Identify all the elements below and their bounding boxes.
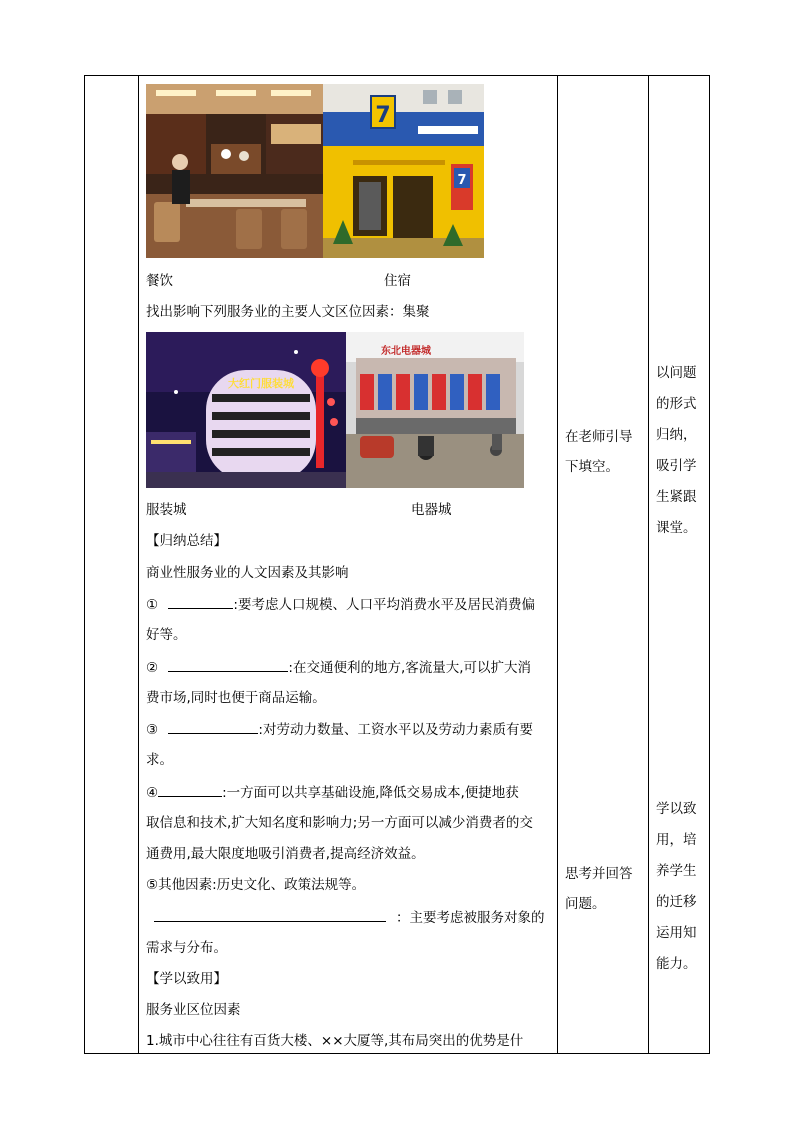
- activity-line: 在老师引导: [565, 429, 633, 445]
- student-activity-1: [565, 422, 649, 482]
- hotel-photo: [323, 84, 484, 258]
- activity-line: 问题。: [565, 896, 606, 912]
- item-number: ②: [146, 660, 159, 676]
- item-number: ③: [146, 722, 159, 738]
- intent-line: 吸引学: [656, 458, 697, 474]
- activity-line: 思考并回答: [565, 866, 633, 882]
- summary-item-2-cont: 费市场,同时也便于商品运输。: [146, 690, 326, 706]
- caption-catering: 餐饮: [146, 273, 173, 289]
- column-divider: [557, 76, 558, 1053]
- apply-title: 服务业区位因素: [146, 1002, 241, 1018]
- intent-line: 养学生: [656, 863, 697, 879]
- item-text: :在交通便利的地方,客流量大,可以扩大消: [288, 660, 532, 676]
- summary-item-4-line3: 通费用,最大限度地吸引消费者,提高经济效益。: [146, 846, 425, 862]
- svg-text:7: 7: [457, 173, 467, 188]
- lesson-table: [84, 75, 710, 1054]
- fill-blank[interactable]: [168, 721, 258, 734]
- fill-blank[interactable]: [168, 596, 233, 609]
- item-text: ：主要考虑被服务对象的: [396, 910, 545, 926]
- item-text: :对劳动力数量、工资水平以及劳动力素质有要: [258, 722, 533, 738]
- svg-text:大红门服装城: 大红门服装城: [228, 377, 294, 390]
- svg-text:东北电器城: 东北电器城: [381, 346, 431, 357]
- summary-title: 商业性服务业的人文因素及其影响: [146, 565, 349, 581]
- summary-item-1: [146, 596, 535, 613]
- summary-item-4-line2: 取信息和技术,扩大知名度和影响力;另一方面可以减少消费者的交: [146, 815, 533, 831]
- electronics-mall-photo: [346, 332, 524, 488]
- intent-line: 的迁移: [656, 894, 697, 910]
- caption-clothing: 服装城: [146, 502, 187, 518]
- item-text: :一方面可以共享基础设施,降低交易成本,便捷地获: [222, 785, 519, 801]
- caption-electronics: 电器城: [411, 502, 452, 518]
- summary-item-3-cont: 求。: [146, 752, 173, 768]
- summary-item-3: [146, 721, 533, 738]
- summary-heading: 【归纳总结】: [146, 533, 227, 549]
- apply-heading: 【学以致用】: [146, 971, 227, 987]
- clothing-mall-photo: [146, 332, 346, 488]
- activity-line: 下填空。: [565, 459, 619, 475]
- intent-line: 以问题: [656, 365, 697, 381]
- intent-line: 归纳，: [656, 427, 697, 443]
- item-number: ④: [146, 785, 159, 801]
- summary-item-1-cont: 好等。: [146, 627, 187, 643]
- intent-line: 运用知: [656, 925, 697, 941]
- intent-line: 能力。: [656, 956, 697, 972]
- intent-line: 生紧跟: [656, 489, 697, 505]
- fill-blank[interactable]: [158, 784, 222, 797]
- caption-lodging: 住宿: [384, 273, 411, 289]
- design-intent-1: [656, 358, 706, 544]
- prompt-text: 找出影响下列服务业的主要人文区位因素：集聚: [146, 304, 430, 320]
- summary-item-blank: [146, 909, 545, 926]
- intent-line: 学以致: [656, 801, 697, 817]
- column-divider: [138, 76, 139, 1053]
- intent-line: 课堂。: [656, 520, 697, 536]
- intent-line: 用，培: [656, 832, 697, 848]
- fill-blank[interactable]: [154, 909, 386, 922]
- item-number: ①: [146, 597, 159, 613]
- fill-blank[interactable]: [168, 659, 288, 672]
- summary-item-4: [146, 784, 519, 801]
- design-intent-2: [656, 794, 706, 980]
- restaurant-photo: [146, 84, 323, 258]
- summary-item-blank-cont: 需求与分布。: [146, 940, 227, 956]
- svg-text:7: 7: [375, 103, 391, 128]
- question-1: 1.城市中心往往有百货大楼、××大厦等,其布局突出的优势是什: [146, 1033, 524, 1049]
- item-text: :要考虑人口规模、人口平均消费水平及居民消费偏: [233, 597, 535, 613]
- intent-line: 的形式: [656, 396, 697, 412]
- summary-item-2: [146, 659, 531, 676]
- student-activity-2: [565, 859, 649, 919]
- summary-item-5: ⑤其他因素:历史文化、政策法规等。: [146, 877, 366, 893]
